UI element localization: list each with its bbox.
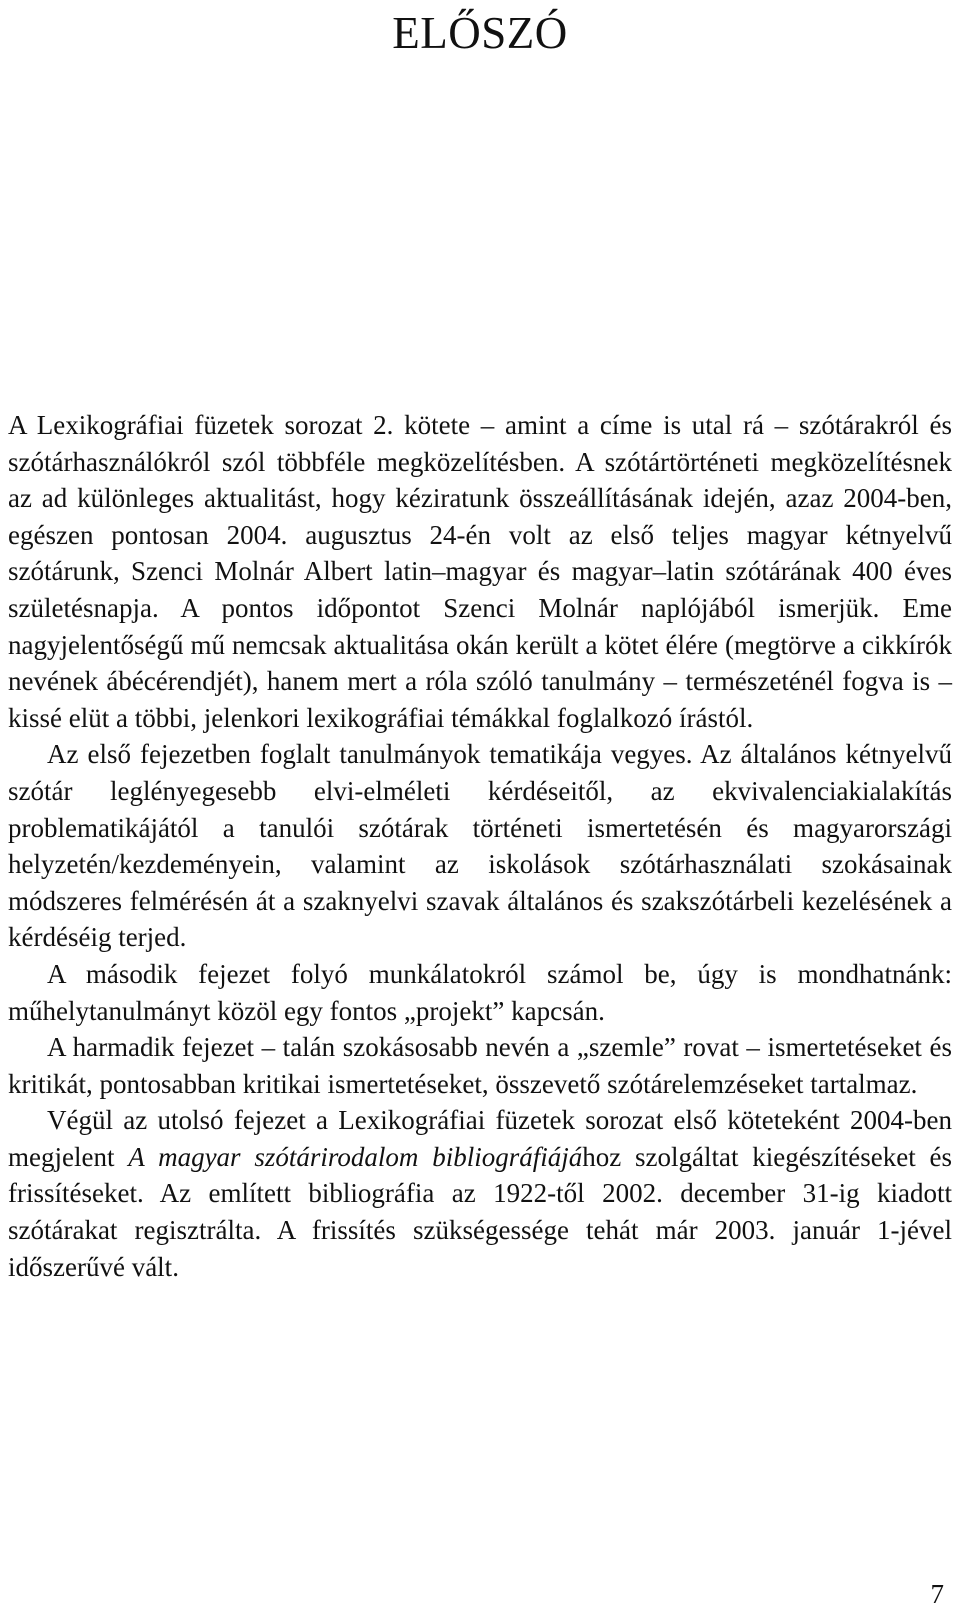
paragraph-3: A második fejezet folyó munkálatokról számol be, úgy is mondhatnánk: műhelytanulmányt közöl egy fontos „projekt” kapcsán. — [8, 958, 952, 1026]
paragraph-5-text-before: Végül az utolsó fejezet a Lexikográfiai füzetek sorozat első köteteként 2004-ben megjelent — [8, 1105, 952, 1172]
page-number: 7 — [930, 1579, 944, 1609]
page-title: ELŐSZÓ — [392, 8, 568, 58]
paragraph-1: A Lexikográfiai füzetek sorozat 2. kötete – amint a címe is utal rá – szótárakról és szótárhasználókról szól többféle megközelítésben. A szótártörténeti megközelítésnek az ad különleges aktualitást, hogy kéziratunk összeállításának idején, azaz 2004-ben, egészen pontosan 2004. augusztus 24-én volt az első teljes magyar kétnyelvű szótárunk, Szenci Molnár Albert latin–magyar és magyar–latin szótárának 400 éves születésnapja. A pontos időpontot Szenci Molnár naplójából ismerjük. Eme nagyjelentőségű mű nemcsak aktualitása okán került a kötet élére (megtörve a cikkírók nevének ábécérendjét), hanem mert a róla szóló tanulmány – természeténél fogva is – kissé elüt a többi, jelenkori lexikográfiai témákkal foglalkozó írástól. — [8, 410, 952, 733]
book-title-italic: A magyar szótárirodalom bibliográfiájá — [128, 1141, 583, 1172]
preface-body — [8, 407, 952, 1285]
paragraph-5-text-after: hoz szolgáltat kiegészítéseket és frissítéseket. Az említett bibliográfia az 1922-től 2002. december 31-ig kiadott szótárakat regisztrálta. A frissítés szükségessége tehát már 2003. január 1-jével időszerűvé vált. — [8, 1141, 952, 1282]
paragraph-4: A harmadik fejezet – talán szokásosabb nevén a „szemle” rovat – ismertetéseket és kritikát, pontosabban kritikai ismertetéseket, összevető szótárelemzéseket tartalmaz. — [8, 1032, 952, 1099]
paragraph-5 — [8, 1102, 952, 1285]
paragraph-2: Az első fejezetben foglalt tanulmányok tematikája vegyes. Az általános kétnyelvű szótár leglényegesebb elvi-elméleti kérdéseitől, az ekvivalenciakialakítás problematikájától a tanulói szótárak történeti ismertetésén és magyarországi helyzetén/kezdeményein, valamint az iskolások szótárhasználati szokásainak módszeres felmérésén át a szaknyelvi szavak általános és szakszótárbeli kezelésének a kérdéséig terjed. — [8, 739, 952, 953]
